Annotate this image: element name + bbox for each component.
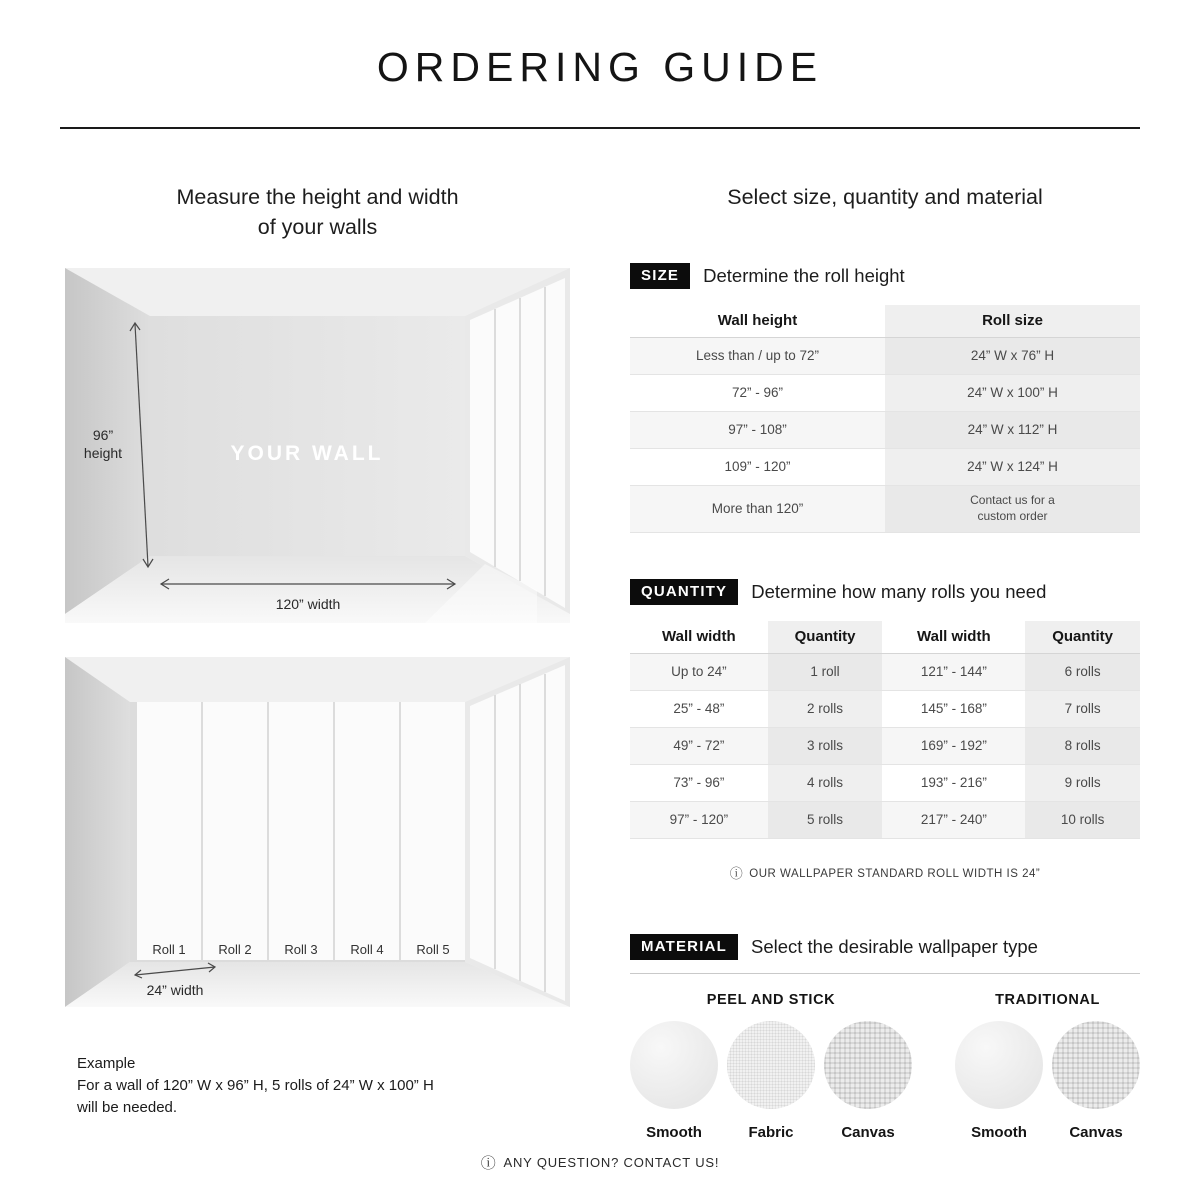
smooth-swatch <box>955 1021 1043 1109</box>
select-heading: Select size, quantity and material <box>727 185 1043 209</box>
wall-width-cell: 169” - 192” <box>882 728 1025 764</box>
info-icon: ⓘ <box>480 1155 497 1172</box>
roll-label-2: Roll 2 <box>218 942 252 958</box>
quantity-table-header <box>630 621 1140 654</box>
material-badge: MATERIAL <box>630 934 738 960</box>
quantity-cell: 3 rolls <box>768 728 883 764</box>
custom-order-note: Contact us for a custom order <box>970 493 1055 523</box>
quantity-badge: QUANTITY <box>630 579 738 605</box>
swatch-label: Fabric <box>748 1123 794 1141</box>
roll-size-cell <box>885 486 1140 532</box>
size-col-wall-height: Wall height <box>717 312 798 330</box>
swatch-label: Smooth <box>971 1123 1027 1141</box>
footer-contact <box>0 1152 1200 1173</box>
quantity-cell: 9 rolls <box>1025 765 1140 801</box>
standard-roll-width-text: OUR WALLPAPER STANDARD ROLL WIDTH IS 24” <box>749 867 1041 880</box>
footer-text: ANY QUESTION? CONTACT US! <box>503 1155 720 1170</box>
size-table-row <box>630 486 1140 533</box>
quantity-section-title: Determine how many rolls you need <box>751 580 1047 602</box>
size-section-header <box>630 263 1140 289</box>
wall-height-cell: 72” - 96” <box>731 385 784 401</box>
material-groups <box>630 992 1140 1141</box>
size-table-row <box>630 338 1140 375</box>
quantity-table-row <box>630 654 1140 691</box>
wall-width-cell: 25” - 48” <box>673 701 725 717</box>
height-value-label: 96” <box>92 427 114 444</box>
header-divider <box>60 127 1140 129</box>
swatch-label: Canvas <box>841 1123 895 1141</box>
wall-width-cell: 49” - 72” <box>630 728 768 764</box>
roll-size-cell: 24” W x 76” H <box>885 338 1140 374</box>
size-col-roll-size: Roll size <box>885 305 1140 337</box>
wall-height-cell: 109” - 120” <box>724 459 791 475</box>
wallpaper-roll-strips <box>137 702 465 960</box>
measure-column <box>65 183 570 1119</box>
quantity-cell: 2 rolls <box>768 691 883 727</box>
peel-and-stick-swatches <box>630 1021 912 1141</box>
window <box>470 278 565 608</box>
swatch-label: Smooth <box>646 1123 702 1141</box>
swatch-item <box>727 1021 815 1141</box>
material-group-traditional <box>955 992 1140 1141</box>
example-line2: will be needed. <box>77 1098 178 1116</box>
select-column <box>630 183 1140 1141</box>
wall-width-cell: 217” - 240” <box>882 802 1025 838</box>
quantity-cell: 7 rolls <box>1025 691 1140 727</box>
size-badge: SIZE <box>630 263 690 289</box>
swatch-item <box>955 1021 1043 1141</box>
roll-width-label: 24” width <box>146 982 204 999</box>
standard-roll-width-note <box>630 863 1140 882</box>
example-title: Example <box>77 1055 136 1073</box>
quantity-cell: 8 rolls <box>1025 728 1140 764</box>
wall-height-cell: Less than / up to 72” <box>630 338 885 374</box>
quantity-cell: 6 rolls <box>1025 654 1140 690</box>
size-table-row <box>630 375 1140 412</box>
roll-label-3: Roll 3 <box>284 942 318 958</box>
traditional-title: TRADITIONAL <box>995 991 1100 1008</box>
measure-heading-line2: of your walls <box>257 214 378 239</box>
swatch-item <box>824 1021 912 1141</box>
your-wall-label: YOUR WALL <box>230 442 384 466</box>
back-wall <box>150 316 465 556</box>
quantity-table-row <box>630 765 1140 802</box>
wall-width-cell: 97” - 120” <box>630 802 768 838</box>
fabric-swatch <box>727 1021 815 1109</box>
page-title: ORDERING GUIDE <box>376 44 824 90</box>
swatch-item <box>630 1021 718 1141</box>
qty-col-quantity-2: Quantity <box>1025 621 1140 653</box>
wall-width-cell: 121” - 144” <box>882 654 1025 690</box>
size-table-row <box>630 412 1140 449</box>
quantity-cell: 10 rolls <box>1025 802 1140 838</box>
quantity-cell: 5 rolls <box>768 802 883 838</box>
material-group-peel-and-stick <box>630 992 912 1141</box>
material-section-title: Select the desirable wallpaper type <box>750 935 1038 957</box>
height-word-label: height <box>83 445 123 462</box>
swatch-item <box>1052 1021 1140 1141</box>
roll-label-5: Roll 5 <box>416 942 450 958</box>
size-table <box>630 305 1140 533</box>
roll-size-cell: 24” W x 112” H <box>885 412 1140 448</box>
size-table-header <box>630 305 1140 338</box>
quantity-section-header <box>630 579 1140 605</box>
size-table-row <box>630 449 1140 486</box>
roll-size-cell: 24” W x 100” H <box>885 375 1140 411</box>
roll-label-4: Roll 4 <box>350 942 384 958</box>
quantity-table-row <box>630 691 1140 728</box>
smooth-swatch <box>630 1021 718 1109</box>
swatch-label: Canvas <box>1069 1123 1123 1141</box>
canvas-swatch <box>824 1021 912 1109</box>
wall-width-cell: 73” - 96” <box>673 775 725 791</box>
wall-height-cell: 97” - 108” <box>630 412 885 448</box>
material-section-header <box>630 934 1140 974</box>
left-wall <box>65 657 130 1007</box>
roll-size-cell: 24” W x 124” H <box>885 449 1140 485</box>
size-section-title: Determine the roll height <box>703 264 905 286</box>
peel-and-stick-title: PEEL AND STICK <box>706 991 836 1008</box>
traditional-swatches <box>955 1021 1140 1141</box>
width-label: 120” width <box>275 596 341 613</box>
quantity-table-row <box>630 802 1140 839</box>
measure-heading <box>65 183 570 242</box>
window <box>470 665 565 1001</box>
qty-col-wall-width-1: Wall width <box>662 628 736 646</box>
info-icon: ⓘ <box>729 865 744 881</box>
quantity-table <box>630 621 1140 839</box>
qty-col-wall-width-2: Wall width <box>917 628 991 646</box>
quantity-cell: 1 roll <box>768 654 883 690</box>
example-block <box>65 1053 570 1118</box>
qty-col-quantity-1: Quantity <box>768 621 883 653</box>
wall-height-cell: More than 120” <box>630 486 885 532</box>
wall-width-cell: 145” - 168” <box>920 701 987 717</box>
room-illustration-your-wall <box>65 268 570 623</box>
wall-width-cell: 193” - 216” <box>920 775 987 791</box>
wall-width-cell: Up to 24” <box>630 654 768 690</box>
roll-label-1: Roll 1 <box>152 942 186 958</box>
quantity-table-row <box>630 728 1140 765</box>
measure-heading-line1: Measure the height and width <box>176 185 459 209</box>
quantity-cell: 4 rolls <box>768 765 883 801</box>
canvas-swatch <box>1052 1021 1140 1109</box>
example-line1: For a wall of 120” W x 96” H, 5 rolls of 24” W x 100” H <box>77 1077 434 1095</box>
room-illustration-rolls <box>65 657 570 1007</box>
